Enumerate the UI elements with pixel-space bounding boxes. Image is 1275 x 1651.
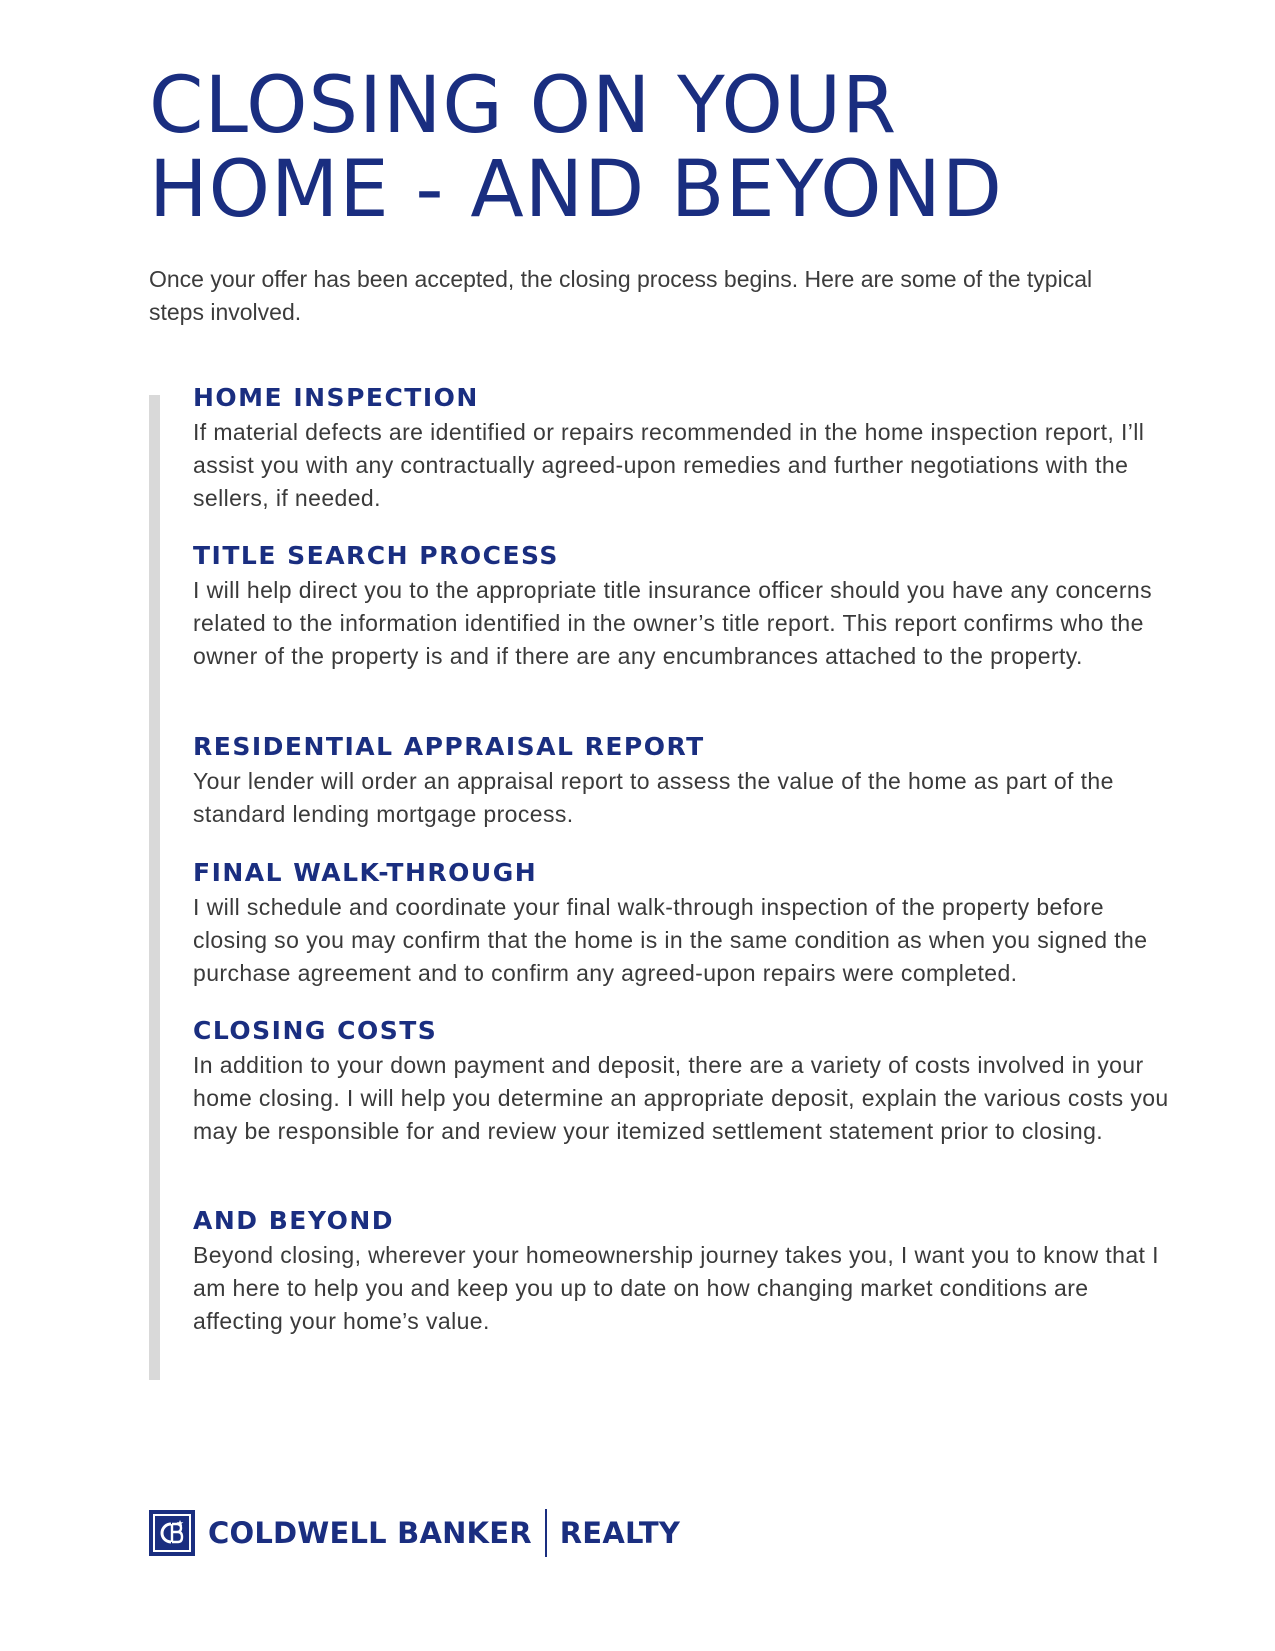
brand-name: COLDWELL BANKER [208, 1516, 532, 1550]
page-title-line-1: CLOSING ON YOUR [149, 61, 898, 151]
brand-division: REALTY [559, 1516, 681, 1550]
page-title-line-2: HOME - AND BEYOND [149, 145, 1003, 235]
step-closing-costs [193, 1016, 1179, 1148]
step-body: I will help direct you to the appropriate title insurance officer should you have any concerns related to the information identified in the owner’s title report. This report confirms who the owner of the property is and if there are any encumbrances attached to the property. [193, 577, 1152, 669]
closing-steps-section [149, 383, 1179, 1380]
cb-logo-icon [149, 1510, 195, 1556]
step-body: Your lender will order an appraisal report to assess the value of the home as part of the standard lending mortgage process. [193, 768, 1114, 827]
brand-divider [545, 1509, 547, 1557]
intro-paragraph: Once your offer has been accepted, the closing process begins. Here are some of the typical steps involved. [149, 266, 1093, 325]
step-heading: TITLE SEARCH PROCESS [193, 541, 559, 570]
step-body: Beyond closing, wherever your homeownership journey takes you, I want you to know that I am here to help you and keep you up to date on how changing market conditions are affecting your home’s value. [193, 1242, 1159, 1334]
step-heading: AND BEYOND [193, 1206, 394, 1235]
step-body: If material defects are identified or repairs recommended in the home inspection report, I’ll assist you with any contractually agreed-upon remedies and further negotiations with the sellers, if needed. [193, 419, 1145, 511]
step-heading: HOME INSPECTION [193, 383, 479, 412]
steps-accent-bar [149, 395, 160, 1380]
brand-logo [149, 1508, 680, 1558]
step-appraisal-report [193, 732, 1179, 831]
step-body: In addition to your down payment and deposit, there are a variety of costs involved in your home closing. I will help you determine an appropriate deposit, explain the various costs you may be responsible for and review your itemized settlement statement prior to closing. [193, 1052, 1169, 1144]
step-title-search [193, 541, 1179, 673]
step-heading: FINAL WALK-THROUGH [193, 858, 538, 887]
step-heading: RESIDENTIAL APPRAISAL REPORT [193, 732, 705, 761]
step-final-walk-through [193, 858, 1179, 990]
step-heading: CLOSING COSTS [193, 1016, 438, 1045]
step-body: I will schedule and coordinate your final walk-through inspection of the property before closing so you may confirm that the home is in the same condition as when you signed the purchase agreement and to confirm any agreed-upon repairs were completed. [193, 894, 1148, 986]
step-home-inspection [193, 383, 1179, 515]
step-and-beyond [193, 1206, 1179, 1338]
page-title [149, 61, 1003, 235]
